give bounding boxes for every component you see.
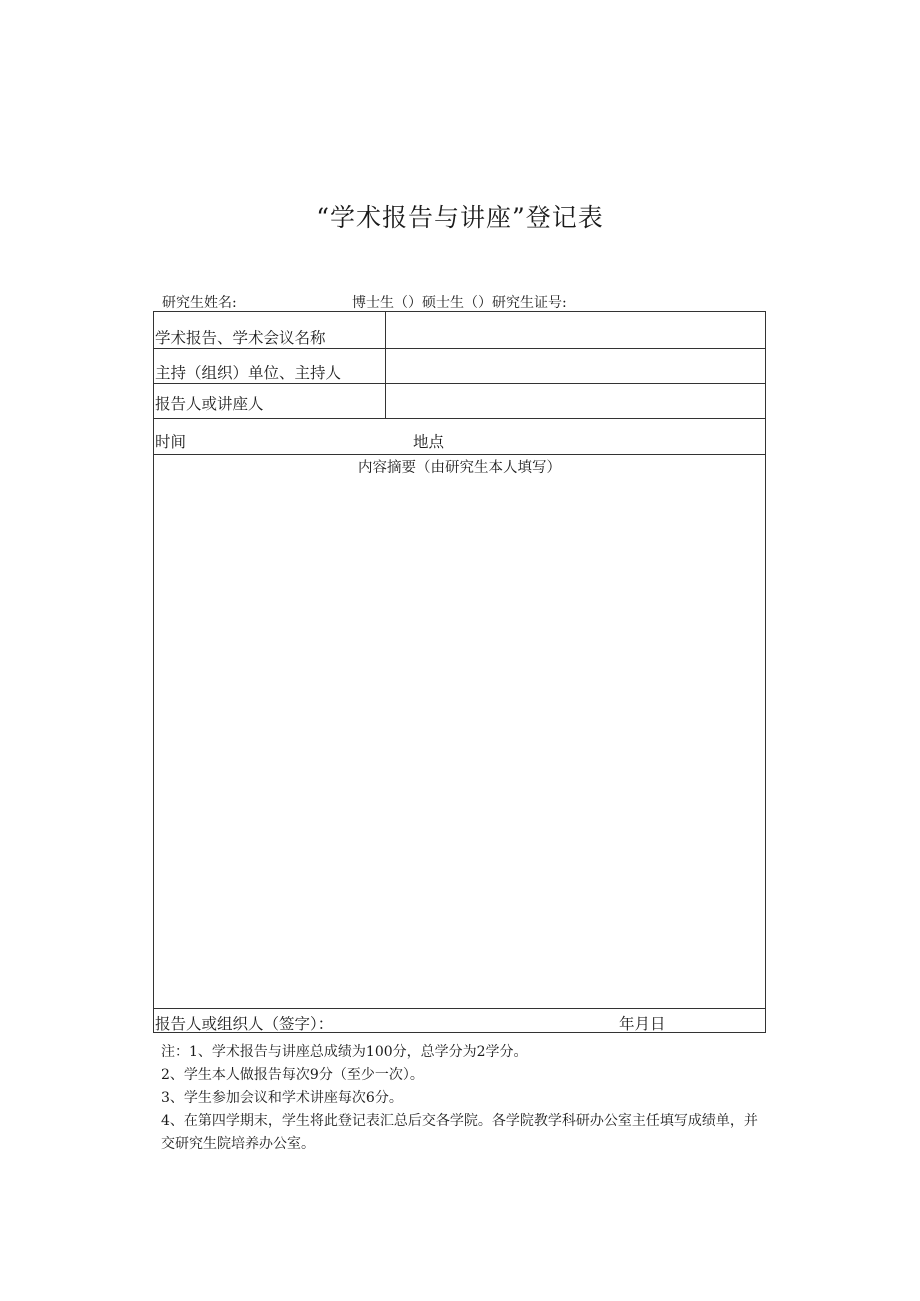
form-row-host [154,349,765,384]
form-row-report-name [154,312,765,349]
host-label: 主持（组织）单位、主持人 [155,364,342,382]
student-name-label: 研究生姓名: [162,295,237,311]
summary-label: 内容摘要（由研究生本人填写） [358,460,561,476]
column-divider [385,312,386,348]
registration-form-table [153,311,766,1033]
report-name-label: 学术报告、学术会议名称 [155,329,326,347]
document-title: “学术报告与讲座”登记表 [316,203,604,232]
form-row-summary [154,455,765,1009]
notes-section [161,1041,761,1156]
place-label: 地点 [413,433,445,451]
speaker-label: 报告人或讲座人 [155,395,264,413]
form-row-speaker [154,384,765,419]
note-item: 注：1、学术报告与讲座总成绩为100分，总学分为2学分。 [161,1044,528,1060]
form-row-time-place [154,419,765,455]
form-row-signature [154,1009,765,1033]
time-label: 时间 [155,433,187,451]
degree-and-id-label: 博士生（）硕士生（）研究生证号: [352,295,567,311]
note-item: 2、学生本人做报告每次9分（至少一次）。 [161,1067,424,1083]
signature-label: 报告人或组织人（签字）： [155,1015,334,1033]
note-item: 3、学生参加会议和学术讲座每次6分。 [161,1090,403,1106]
column-divider [385,349,386,383]
column-divider [385,384,386,418]
form-header [162,292,567,312]
note-item: 4、在第四学期末，学生将此登记表汇总后交各学院。各学院教学科研办公室主任填写成绩单，并交研究生院培养办公室。 [161,1113,758,1152]
date-label: 年月日 [619,1015,666,1033]
